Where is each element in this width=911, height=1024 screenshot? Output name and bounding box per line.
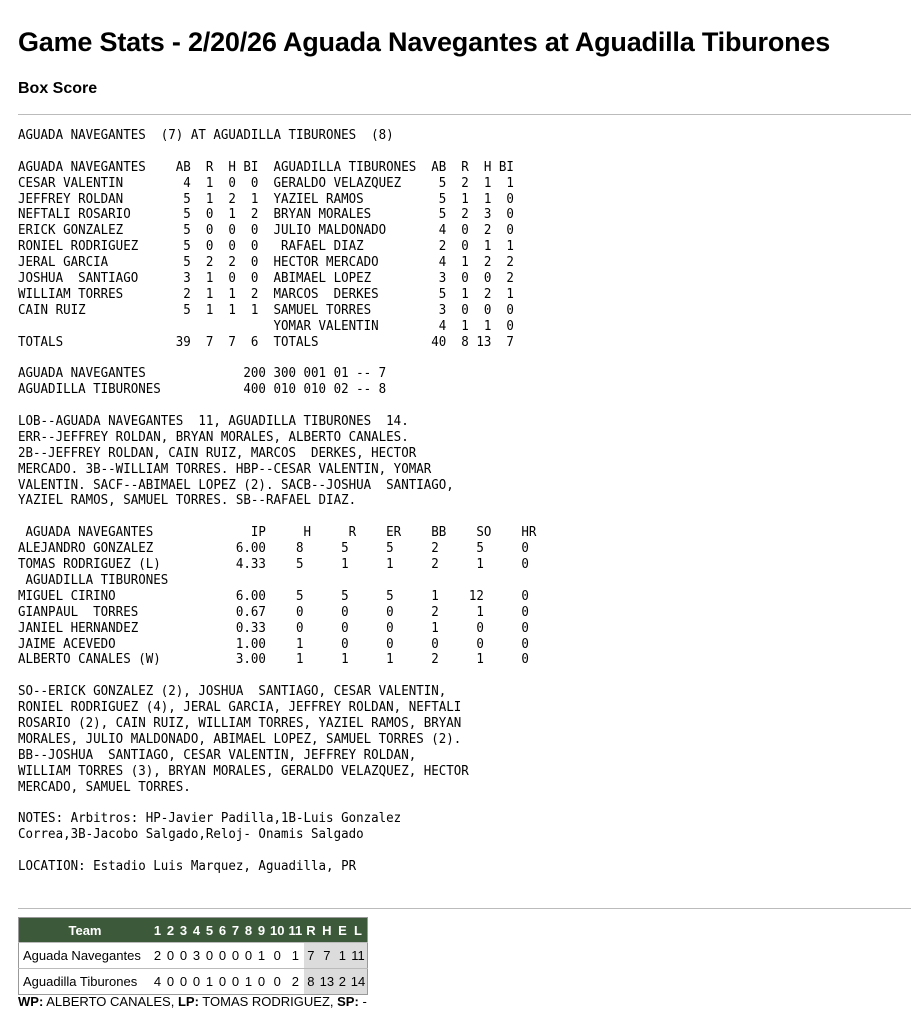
sp-value: - [362, 994, 367, 1009]
total-lob: 14 [349, 969, 368, 995]
total-runs: 8 [304, 969, 317, 995]
box-score-line: MIGUEL CIRINO 6.00 5 5 5 1 12 0 [18, 588, 529, 604]
box-score-line: ERR--JEFFREY ROLDAN, BRYAN MORALES, ALBERTO CANALES. [18, 429, 409, 445]
box-score-line: ERICK GONZALEZ 5 0 0 0 JULIO MALDONADO 4 0 2 0 [18, 223, 514, 239]
box-score-line: TOMAS RODRIGUEZ (L) 4.33 5 1 1 2 1 0 [18, 557, 529, 573]
box-score-line: NEFTALI ROSARIO 5 0 1 2 BRYAN MORALES 5 2 3 0 [18, 207, 514, 223]
box-score-line: CAIN RUIZ 5 1 1 1 SAMUEL TORRES 3 0 0 0 [18, 302, 514, 318]
linescore-header-inning: 3 [177, 918, 190, 943]
inning-score: 1 [203, 969, 216, 995]
box-score-text [18, 128, 536, 875]
box-score-line: AGUADILLA TIBURONES [18, 572, 169, 588]
inning-score: 0 [229, 943, 242, 969]
box-score-line: RONIEL RODRIGUEZ 5 0 0 0 RAFAEL DIAZ 2 0 1 1 [18, 239, 514, 255]
box-score-line: WILLIAM TORRES (3), BRYAN MORALES, GERALDO VELAZQUEZ, HECTOR [18, 763, 469, 779]
lp-value: TOMAS RODRIGUEZ, [202, 994, 334, 1009]
divider-top [18, 114, 911, 115]
linescore-row-away [19, 943, 368, 969]
inning-score: 1 [242, 969, 255, 995]
total-hits: 13 [318, 969, 336, 995]
box-score-line: NOTES: Arbitros: HP-Javier Padilla,1B-Luis Gonzalez [18, 811, 402, 827]
linescore-header-inning: 5 [203, 918, 216, 943]
box-score-line [18, 144, 536, 160]
linescore-header-inning: 11 [286, 918, 304, 943]
box-score-line: AGUADA NAVEGANTES (7) AT AGUADILLA TIBURONES (8) [18, 128, 394, 143]
box-score-line [18, 398, 536, 414]
box-score-line: AGUADA NAVEGANTES AB R H BI AGUADILLA TIBURONES AB R H BI [18, 159, 514, 175]
box-score-line: JEFFREY ROLDAN 5 1 2 1 YAZIEL RAMOS 5 1 1 0 [18, 191, 514, 207]
inning-score: 0 [255, 969, 268, 995]
box-score-line: JAIME ACEVEDO 1.00 1 0 0 0 0 0 [18, 636, 529, 652]
page-title: Game Stats - 2/20/26 Aguada Navegantes at Aguadilla Tiburones [18, 27, 831, 57]
linescore-header-inning: 4 [190, 918, 203, 943]
inning-score: 0 [203, 943, 216, 969]
box-score-line: AGUADA NAVEGANTES 200 300 001 01 -- 7 [18, 366, 387, 382]
linescore-header-errors: E [336, 918, 349, 943]
wp-label: WP: [18, 994, 44, 1009]
box-score-line: LOCATION: Estadio Luis Marquez, Aguadilla, PR [18, 858, 357, 874]
inning-score: 0 [216, 943, 229, 969]
box-score-line: RONIEL RODRIGUEZ (4), JERAL GARCIA, JEFFREY ROLDAN, NEFTALI [18, 700, 462, 716]
box-score-line [18, 795, 536, 811]
box-score-line: YOMAR VALENTIN 4 1 1 0 [18, 318, 514, 334]
inning-score: 0 [177, 969, 190, 995]
box-score-line: YAZIEL RAMOS, SAMUEL TORRES. SB--RAFAEL DIAZ. [18, 493, 357, 509]
inning-score: 0 [177, 943, 190, 969]
box-score-heading: Box Score [18, 80, 98, 97]
inning-score: 0 [268, 943, 286, 969]
box-score-line [18, 668, 536, 684]
box-score-line: JANIEL HERNANDEZ 0.33 0 0 0 1 0 0 [18, 620, 529, 636]
linescore-header-runs: R [304, 918, 317, 943]
box-score-line: TOTALS 39 7 7 6 TOTALS 40 8 13 7 [18, 334, 514, 350]
inning-score: 1 [286, 943, 304, 969]
inning-score: 0 [216, 969, 229, 995]
box-score-line: AGUADA NAVEGANTES IP H R ER BB SO HR [18, 525, 537, 541]
box-score-line: MORALES, JULIO MALDONADO, ABIMAEL LOPEZ, SAMUEL TORRES (2). [18, 731, 462, 747]
box-score-line [18, 843, 536, 859]
box-score-line: CESAR VALENTIN 4 1 0 0 GERALDO VELAZQUEZ 5 2 1 1 [18, 175, 514, 191]
inning-score: 2 [286, 969, 304, 995]
total-lob: 11 [349, 943, 368, 969]
linescore-header-inning: 8 [242, 918, 255, 943]
linescore-header-inning: 6 [216, 918, 229, 943]
linescore-header-inning: 9 [255, 918, 268, 943]
inning-score: 0 [268, 969, 286, 995]
inning-score: 4 [151, 969, 164, 995]
inning-score: 3 [190, 943, 203, 969]
linescore-header-team: Team [19, 918, 152, 943]
linescore-header-lob: L [349, 918, 368, 943]
box-score-line: MERCADO, SAMUEL TORRES. [18, 779, 191, 795]
total-runs: 7 [304, 943, 317, 969]
box-score-line: ALEJANDRO GONZALEZ 6.00 8 5 5 2 5 0 [18, 541, 529, 557]
box-score-line [18, 350, 536, 366]
pitching-decisions [18, 994, 367, 1009]
inning-score: 2 [151, 943, 164, 969]
box-score-line: LOB--AGUADA NAVEGANTES 11, AGUADILLA TIBURONES 14. [18, 414, 409, 430]
box-score-line: ALBERTO CANALES (W) 3.00 1 1 1 2 1 0 [18, 652, 529, 668]
box-score-line: 2B--JEFFREY ROLDAN, CAIN RUIZ, MARCOS DERKES, HECTOR [18, 445, 417, 461]
team-name: Aguada Navegantes [19, 943, 152, 969]
box-score-line: BB--JOSHUA SANTIAGO, CESAR VALENTIN, JEFFREY ROLDAN, [18, 747, 417, 763]
inning-score: 1 [255, 943, 268, 969]
linescore-header-hits: H [318, 918, 336, 943]
inning-score: 0 [164, 969, 177, 995]
box-score-line: GIANPAUL TORRES 0.67 0 0 0 2 1 0 [18, 604, 529, 620]
linescore-header-row [19, 918, 368, 943]
linescore-header-inning: 1 [151, 918, 164, 943]
box-score-line: ROSARIO (2), CAIN RUIZ, WILLIAM TORRES, YAZIEL RAMOS, BRYAN [18, 715, 462, 731]
box-score-line: WILLIAM TORRES 2 1 1 2 MARCOS DERKES 5 1 2 1 [18, 286, 514, 302]
box-score-line: JOSHUA SANTIAGO 3 1 0 0 ABIMAEL LOPEZ 3 0 0 2 [18, 271, 514, 287]
lp-label: LP: [177, 994, 199, 1009]
box-score-line: VALENTIN. SACF--ABIMAEL LOPEZ (2). SACB--JOSHUA SANTIAGO, [18, 477, 454, 493]
box-score-line: JERAL GARCIA 5 2 2 0 HECTOR MERCADO 4 1 2 2 [18, 255, 514, 271]
total-hits: 7 [318, 943, 336, 969]
wp-value: ALBERTO CANALES, [46, 994, 175, 1009]
linescore-table [18, 917, 368, 995]
team-name: Aguadilla Tiburones [19, 969, 152, 995]
divider-bottom [18, 908, 911, 909]
box-score-line: SO--ERICK GONZALEZ (2), JOSHUA SANTIAGO, CESAR VALENTIN, [18, 684, 447, 700]
sp-label: SP: [337, 994, 359, 1009]
total-errors: 1 [336, 943, 349, 969]
box-score-line: MERCADO. 3B--WILLIAM TORRES. HBP--CESAR VALENTIN, YOMAR [18, 461, 432, 477]
linescore-header-inning: 2 [164, 918, 177, 943]
inning-score: 0 [242, 943, 255, 969]
linescore-header-inning: 10 [268, 918, 286, 943]
box-score-line [18, 509, 536, 525]
box-score-line: Correa,3B-Jacobo Salgado,Reloj- Onamis Salgado [18, 827, 364, 843]
total-errors: 2 [336, 969, 349, 995]
linescore-header-inning: 7 [229, 918, 242, 943]
inning-score: 0 [190, 969, 203, 995]
linescore-row-home [19, 969, 368, 995]
inning-score: 0 [229, 969, 242, 995]
inning-score: 0 [164, 943, 177, 969]
box-score-line: AGUADILLA TIBURONES 400 010 010 02 -- 8 [18, 382, 387, 398]
